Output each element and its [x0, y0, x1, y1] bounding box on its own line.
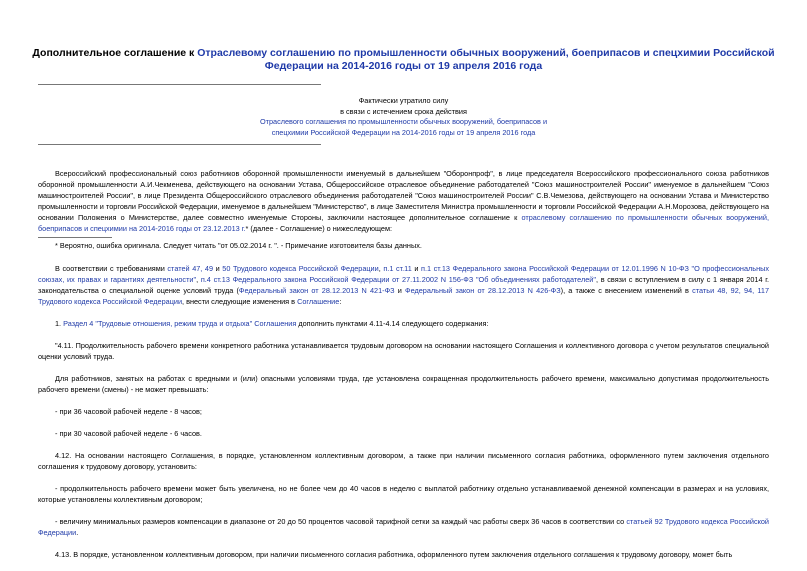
link-law-421-fz[interactable]: Федеральный закон от 28.12.2013 N 421-ФЗ — [238, 286, 395, 295]
link-law-426-fz[interactable]: Федеральный закон от 28.12.2013 N 426-ФЗ — [405, 286, 561, 295]
paragraph-36-hours: - при 36 часовой рабочей неделе - 8 часов; — [55, 407, 202, 416]
p2-text-1: В соответствии с требованиями — [55, 264, 168, 273]
link-p1-st11[interactable]: п.1 ст.11 — [383, 264, 412, 273]
title-agreement-link[interactable]: Отраслевому соглашению по промышленности обычных вооружений, боеприпасов и спецхимии Российской Федерации на 2014-2016 годы от 19 апреля 2016 года — [197, 47, 775, 72]
status-line-2: в связи с истечением срока действия — [340, 106, 467, 116]
document-body — [38, 168, 769, 560]
p2-text-6: , в связи с вступлением в силу с 1 января 2014 г. законодательства о специальной оценке условий труда ( — [38, 275, 770, 295]
preamble-paragraph — [38, 168, 769, 234]
p2-text-7: и — [394, 286, 406, 295]
link-articles-47-49[interactable]: статей 47, 49 — [167, 264, 214, 273]
link-section-4[interactable]: Раздел 4 "Трудовые отношения, режим труда и отдыха" Соглашения — [63, 319, 297, 328]
link-law-156-fz[interactable]: п.4 ст.13 Федерального закона Российской Федерации от 27.11.2002 N 156-ФЗ "Об объединениях работодателей" — [200, 275, 596, 284]
p10-text-2: . — [76, 528, 79, 537]
p10-text-1: - величину минимальных размеров компенсации в диапазоне от 20 до 50 процентов часовой тарифной сетки за каждый час работы сверх 36 часов в соответствии со — [55, 517, 627, 526]
p2-text-2: и — [213, 264, 223, 273]
link-article-92[interactable]: статьей 92 Трудового кодекса Российской Федерации — [38, 517, 769, 537]
title-prefix: Дополнительное соглашение к — [32, 47, 198, 59]
paragraph-30-hours: - при 30 часовой рабочей неделе - 6 часов. — [55, 429, 202, 438]
status-link-line-2[interactable]: спецхимии Российской Федерации на 2014-2016 годы от 19 апреля 2016 года — [271, 127, 536, 137]
link-law-10-fz[interactable]: п.1 ст.13 Федерального закона Российской Федерации от 12.01.1996 N 10-ФЗ "О профессиональных союзах, их правах и гарантиях деятельности" — [38, 264, 769, 284]
status-link-line-1[interactable]: Отраслевого соглашения по промышленности обычных вооружений, боеприпасов и — [259, 117, 548, 126]
footnote: * Вероятно, ошибка оригинала. Следует читать "от 05.02.2014 г. ". - Примечание изготовителя базы данных. — [55, 241, 422, 250]
preamble-agreement-link[interactable]: отраслевому соглашению по промышленности обычных вооружений, боеприпасов и спецхимии на 2014-2016 годы от 23.12.2013 г. — [38, 213, 769, 233]
p3-text-1: 1. — [55, 319, 64, 328]
status-divider-bottom — [38, 144, 321, 145]
p2-text-8: ), а также с внесением изменений в — [560, 286, 693, 295]
preamble-suffix: * (далее - Соглашение) о нижеследующем: — [245, 224, 393, 233]
footnote-rule — [38, 237, 112, 238]
status-line-1: Фактически утратило силу — [358, 96, 449, 105]
p2-text-3: , — [378, 264, 384, 273]
paragraph-4-13: 4.13. В порядке, установленном коллективным договором, при наличии письменного согласия работника, оформленного путем заключения отдельного соглашения к трудовому договору, может быть — [55, 550, 733, 559]
paragraph-4-12: 4.12. На основании настоящего Соглашения, в порядке, установленном коллективным договором, а также при наличии письменного согласия работника, оформленного путем заключения отдельного соглашения к трудовому договору, установить: — [38, 451, 769, 471]
link-labor-code-articles[interactable]: статьи 48, 92, 94, 117 Трудового кодекса Российской Федерации — [38, 286, 769, 306]
link-labor-code-50[interactable]: 50 Трудового кодекса Российской Федерации — [222, 264, 379, 273]
paragraph-legal-basis — [38, 263, 769, 307]
paragraph-extended-hours: - продолжительность рабочего времени может быть увеличена, но не более чем до 40 часов в неделю с выплатой работнику отдельно устанавливаемой денежной компенсации в размерах и на условиях, которые установлены коллективным договором; — [38, 484, 769, 504]
paragraph-compensation — [38, 516, 769, 538]
p2-text-9: , внести следующие изменения в — [182, 297, 298, 306]
p2-text-10: : — [339, 297, 342, 306]
paragraph-section-4 — [38, 318, 769, 329]
p2-text-4: и — [411, 264, 422, 273]
paragraph-harmful-conditions: Для работников, занятых на работах с вредными и (или) опасными условиями труда, где установлена сокращенная продолжительность рабочего времени, максимально допустимая продолжительность рабочего времени (смены) - не может превышать: — [38, 374, 769, 394]
document-title — [30, 47, 777, 73]
preamble-text: Всероссийский профессиональный союз работников оборонной промышленности именуемый в дальнейшем "Оборонпроф", в лице председателя Всероссийского профессионального союза работников оборонной промышленности А.И.Чекменева, действующего на основании Устава, Общероссийское отраслевое объединение работодателей "Союз машиностроителей России" именуемое в дальнейшем "Союз машиностроителей России", в лице Президента Общероссийского отраслевого объединения работодателей "Союз машиностроителей России" С.В.Чемезова, действующего на основании Устава и Министерство промышленности и торговли Российской Федерации, именуемое в дальнейшем "Министерство", в лице Заместителя Министра промышленности и торговли Российской Федерации А.Н.Морозова, действующего на основании Положения о Министерстве, далее совместно именуемые Стороны, заключили настоящее дополнительное соглашение к — [38, 169, 769, 222]
p2-text-5: , — [196, 275, 201, 284]
status-divider-top — [38, 84, 321, 85]
p3-text-2: дополнить пунктами 4.11-4.14 следующего содержания: — [296, 319, 489, 328]
link-agreement[interactable]: Соглашение — [297, 297, 340, 306]
status-note — [38, 96, 769, 138]
paragraph-4-11: "4.11. Продолжительность рабочего времени конкретного работника устанавливается трудовым договором на основании настоящего Соглашения и коллективного договора с учетом результатов специальной оценки условий труда. — [38, 341, 769, 361]
